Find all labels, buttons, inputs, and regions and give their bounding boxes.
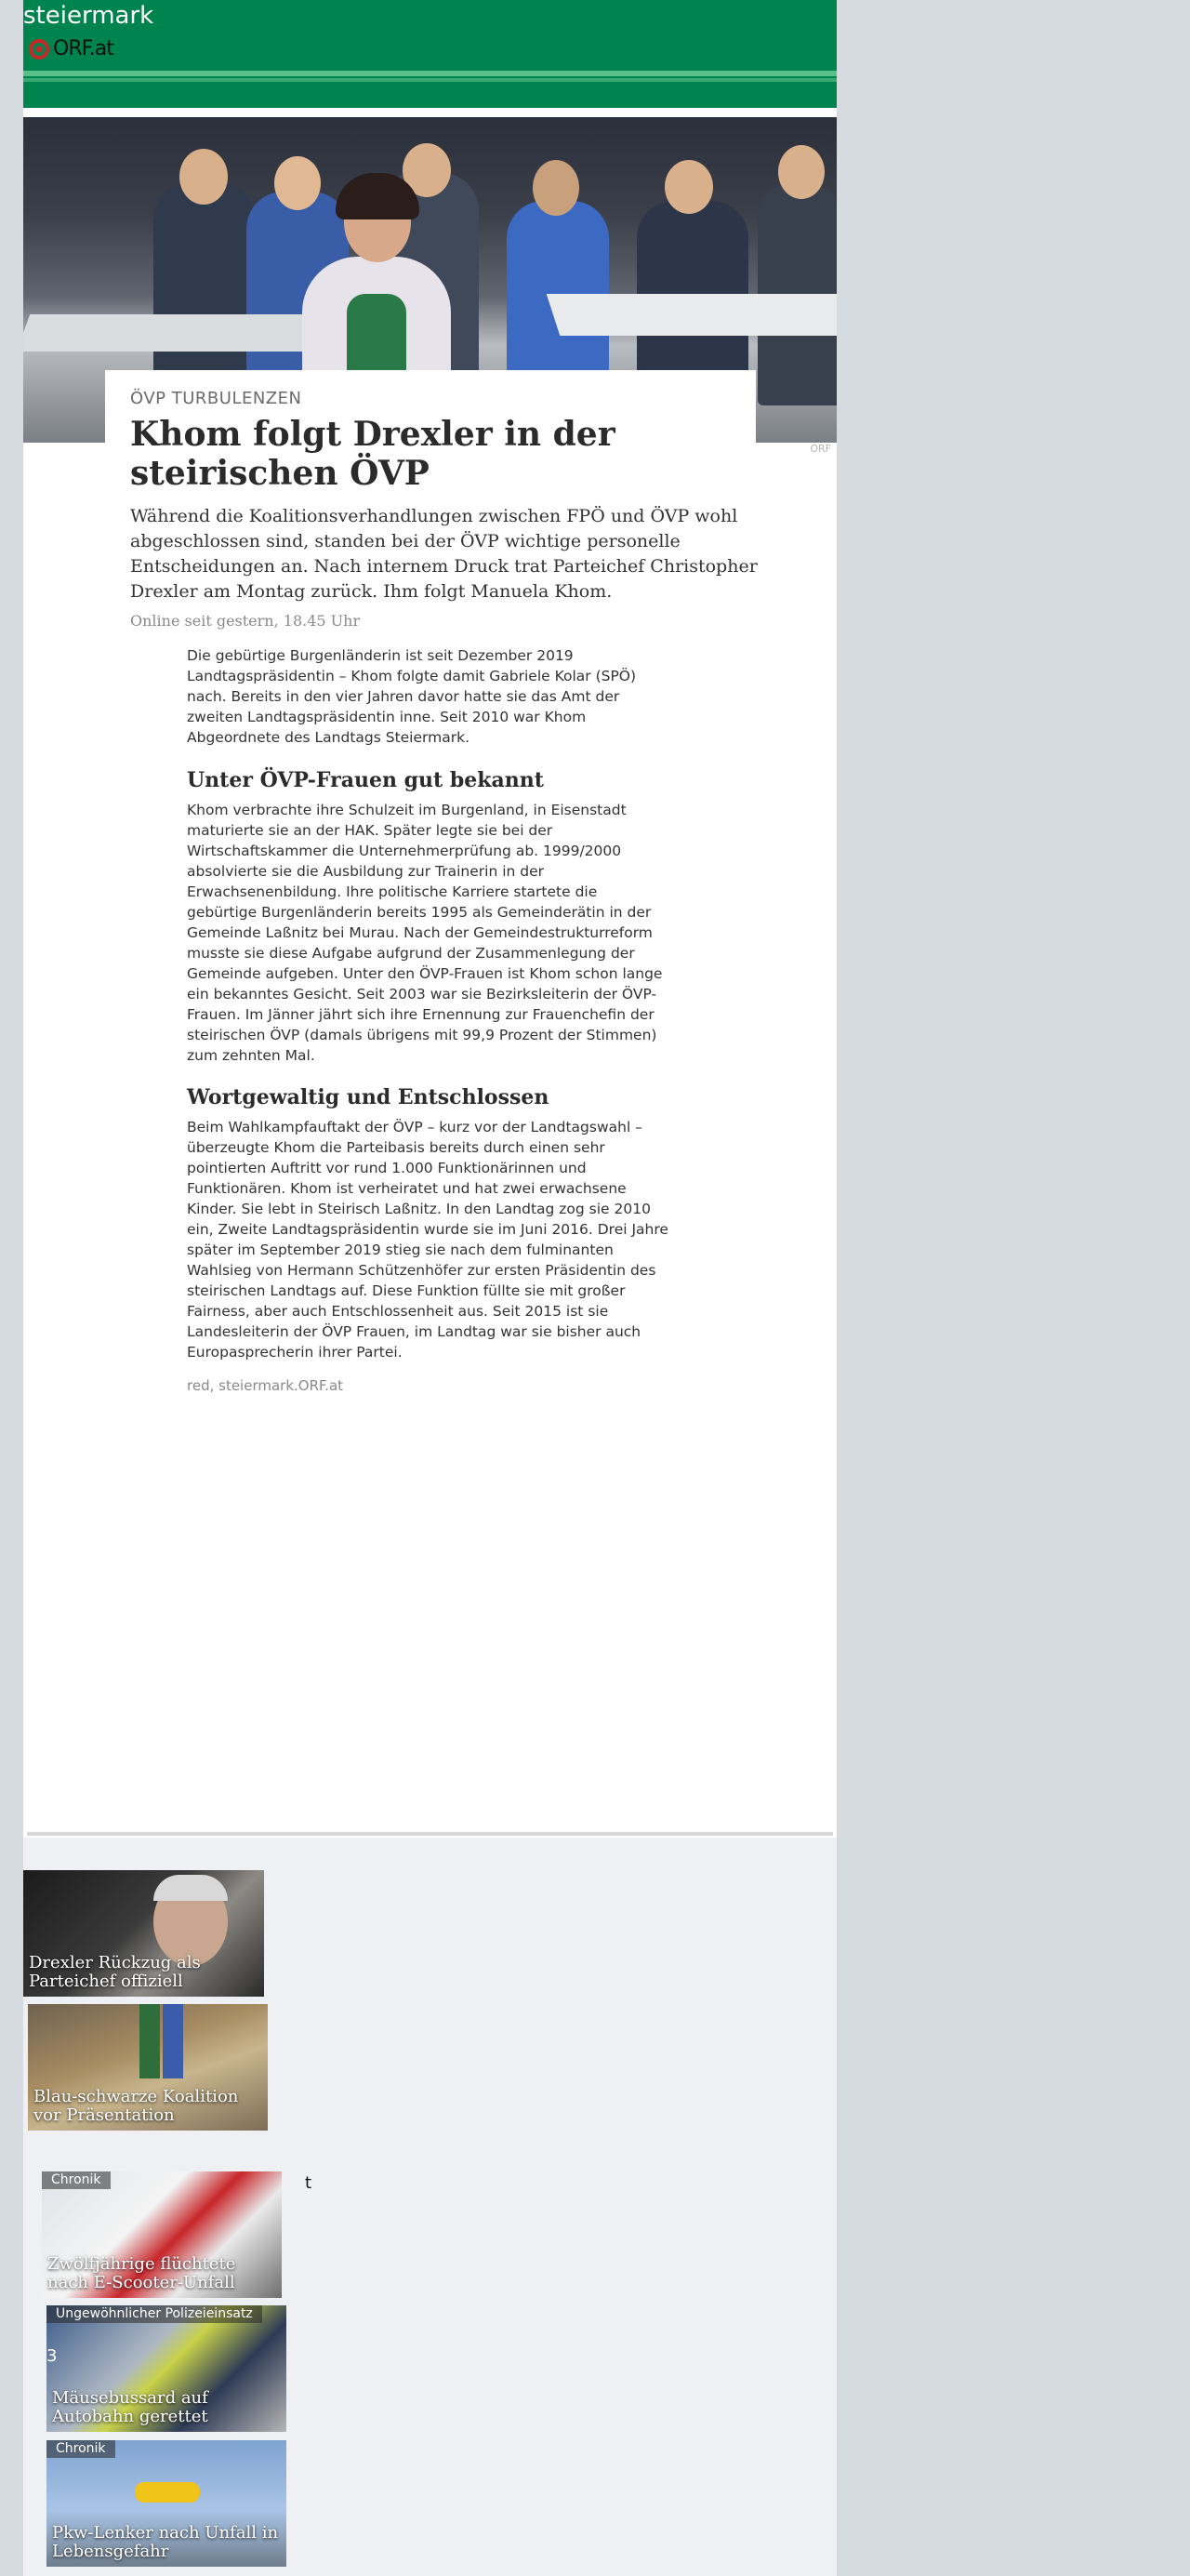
teaser-title: Zwölfjährige flüchtete nach E-Scooter-Unfall (47, 2254, 236, 2292)
teaser-card[interactable] (23, 1870, 264, 1997)
header-stripe-lower (23, 78, 837, 82)
teaser-title: Blau-schwarze Koalition vor Präsentation (33, 2087, 239, 2125)
orf-logo-icon (29, 39, 49, 60)
stray-glyph: 3 (46, 2346, 58, 2366)
orf-logo[interactable] (29, 37, 113, 60)
orf-logo-text: ORF.at (53, 37, 113, 60)
article-subheading-2: Wortgewaltig und Entschlossen (187, 1085, 549, 1109)
site-name[interactable]: steiermark (23, 2, 154, 30)
teaser-title: Drexler Rückzug als Parteichef offiziell (29, 1953, 201, 1991)
teaser-tag: Chronik (46, 2440, 115, 2458)
article-kicker: ÖVP TURBULENZEN (130, 389, 302, 408)
article-paragraph-3: Beim Wahlkampfauftakt der ÖVP – kurz vor der Landtagswahl – überzeugte Khom die Parteibasis bereits durch einen sehr pointierten Auftritt vor rund 1.000 Funktionärinnen und Funktionären. Khom ist verheiratet und hat zwei erwachsene Kinder. Sie lebt in Steirisch Laßnitz. In den Landtag zog sie 2010 ein, Zweite Landtagspräsidentin wurde sie im Juni 2016. Drei Jahre später im September 2019 stieg sie nach dem fulminanten Wahlsieg von Hermann Schützenhöfer zur ersten Präsidentin des steirischen Landtags auf. Diese Funktion füllte sie mit großer Fairness, aber auch Entschlossenheit aus. Seit 2015 ist sie Landesleiterin der ÖVP Frauen, im Landtag war sie bisher auch Europasprecherin ihrer Partei. (187, 1119, 668, 1361)
teaser-card[interactable] (42, 2171, 282, 2298)
teaser-title: Mäusebussard auf Autobahn gerettet (52, 2388, 208, 2426)
teaser-card[interactable] (46, 2440, 286, 2567)
section-divider (27, 1832, 833, 1836)
article-author: red, steiermark.ORF.at (187, 1377, 344, 1394)
teaser-card[interactable] (46, 2305, 286, 2432)
site-header (23, 0, 837, 108)
article-paragraph-1: Die gebürtige Burgenländerin ist seit Dezember 2019 Landtagspräsidentin – Khom folgte damit Gabriele Kolar (SPÖ) nach. Bereits in den vier Jahren davor hatte sie das Amt der zweiten Landtagspräsidentin inne. Seit 2010 war Khom Abgeordnete des Landtags Steiermark. (187, 647, 637, 746)
article-title: Khom folgt Drexler in der steirischen ÖVP (130, 415, 615, 493)
teaser-list (23, 1838, 837, 2576)
header-stripe (23, 71, 837, 76)
teaser-tag: Ungewöhnlicher Polizeieinsatz (46, 2305, 262, 2323)
teaser-tag: Chronik (42, 2171, 111, 2189)
article-lead: Während die Koalitionsverhandlungen zwischen FPÖ und ÖVP wohl abgeschlossen sind, standen bei der ÖVP wichtige personelle Entscheidungen an. Nach internem Druck trat Parteichef Christopher Drexler am Montag zurück. Ihm folgt Manuela Khom. (130, 506, 758, 602)
publish-date: Online seit gestern, 18.45 Uhr (130, 612, 361, 630)
stray-glyph: t (305, 2173, 312, 2193)
teaser-card[interactable] (28, 2004, 268, 2131)
teaser-title: Pkw-Lenker nach Unfall in Lebensgefahr (52, 2523, 279, 2561)
article-subheading-1: Unter ÖVP-Frauen gut bekannt (187, 768, 544, 792)
photo-credit: ORF (810, 443, 831, 455)
page (23, 0, 837, 2576)
article-paragraph-2: Khom verbrachte ihre Schulzeit im Burgenland, in Eisenstadt maturierte sie an der HAK. Später legte sie bei der Wirtschaftskammer die Unternehmerprüfung ab. 1999/2000 absolvierte sie die Ausbildung zur Trainerin in der Erwachsenenbildung. Ihre politische Karriere startete die gebürtige Burgenländerin bereits 1995 als Gemeinderätin in der Gemeinde Laßnitz bei Murau. Nach der Gemeindestrukturreform musste sie diese Aufgabe aufgrund der Zusammenlegung der Gemeinde aufgeben. Unter den ÖVP-Frauen ist Khom schon lange ein bekanntes Gesicht. Seit 2003 war sie Bezirksleiterin der ÖVP-Frauen. Im Jänner jährt sich ihre Ernennung zur Frauenchefin der steirischen ÖVP (damals übrigens mit 99,9 Prozent der Stimmen) zum zehnten Mal. (187, 802, 663, 1064)
